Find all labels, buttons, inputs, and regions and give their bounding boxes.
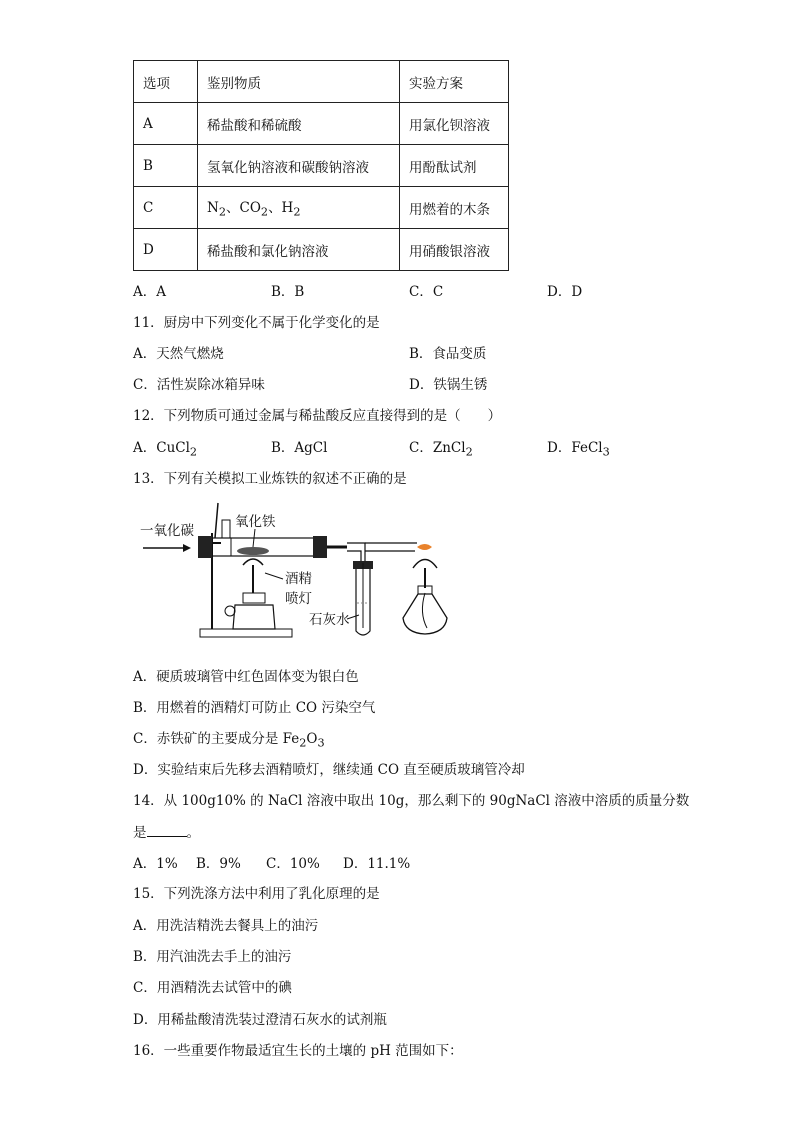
q12-option-d[interactable]: D．FeCl$_3$ — [547, 440, 610, 459]
q14-option-d[interactable]: D．11.1% — [343, 856, 411, 872]
table-header-cell: 实验方案 — [400, 61, 509, 103]
q13-option-b[interactable]: B．用燃着的酒精灯可防止 CO 污染空气 — [133, 700, 376, 716]
table-cell: 用硝酸银溶液 — [400, 229, 509, 271]
co-label: 一氧化碳 — [140, 523, 194, 539]
table-header-row — [134, 61, 509, 103]
q12-stem: 12．下列物质可通过金属与稀盐酸反应直接得到的是（ ） — [133, 408, 502, 424]
alcohol-lamp — [403, 594, 447, 634]
iron-oxide-label: 氧化铁 — [235, 514, 276, 530]
stopper-left — [198, 536, 212, 558]
iron-smelting-apparatus-figure — [135, 493, 455, 645]
alcohol-blowtorch — [233, 605, 275, 629]
q15-option-a[interactable]: A．用洗洁精洗去餐具上的油污 — [133, 918, 319, 934]
table-header-cell: 鉴别物质 — [198, 61, 400, 103]
blowtorch-label-2: 喷灯 — [285, 591, 312, 607]
iron-oxide-powder — [237, 547, 269, 555]
q14-option-a[interactable]: A．1% — [133, 856, 178, 872]
q14-option-b[interactable]: B．9% — [196, 856, 241, 872]
q14-stem-cont: 是 。 — [133, 825, 200, 841]
table-cell: B — [134, 145, 198, 187]
q15-option-c[interactable]: C．用酒精洗去试管中的碘 — [133, 980, 292, 996]
q16-stem: 16．一些重要作物最适宜生长的土壤的 pH 范围如下： — [133, 1043, 463, 1059]
q15-option-b[interactable]: B．用汽油洗去手上的油污 — [133, 949, 292, 965]
q11-option-c[interactable]: C．活性炭除冰箱异味 — [133, 377, 265, 393]
q13-option-c[interactable]: C．赤铁矿的主要成分是 $Fe_2O_3$ — [133, 731, 325, 750]
q11-stem: 11．厨房中下列变化不属于化学变化的是 — [133, 315, 380, 331]
table-cell: C — [134, 187, 198, 229]
flame-icon — [243, 559, 263, 565]
q10-option-a[interactable]: A．A — [133, 284, 166, 300]
clamp-icon — [222, 520, 230, 538]
table-cell-formula: $N_2$、$CO_2$、$H_2$ — [198, 187, 400, 229]
table-row — [134, 187, 509, 229]
q10-option-c[interactable]: C．C — [409, 284, 444, 300]
table-cell: D — [134, 229, 198, 271]
q11-option-b[interactable]: B．食品变质 — [409, 346, 487, 362]
q10-option-b[interactable]: B．B — [271, 284, 305, 300]
table-cell: 氢氧化钠溶液和碳酸钠溶液 — [198, 145, 400, 187]
q11-option-d[interactable]: D．铁锅生锈 — [409, 377, 488, 393]
outlet-tube — [347, 543, 365, 563]
q12-option-b[interactable]: B．AgCl — [271, 440, 328, 456]
q13-stem: 13．下列有关模拟工业炼铁的叙述不正确的是 — [133, 471, 407, 487]
burning-flame-icon — [417, 544, 432, 550]
q11-option-a[interactable]: A．天然气燃烧 — [133, 346, 224, 362]
q13-option-d[interactable]: D．实验结束后先移去酒精喷灯，继续通 CO 直至硬质玻璃管冷却 — [133, 762, 525, 778]
stand-base — [200, 629, 292, 637]
table-row — [134, 229, 509, 271]
q15-stem: 15．下列洗涤方法中利用了乳化原理的是 — [133, 886, 380, 902]
blowtorch-label-1: 酒精 — [285, 571, 312, 587]
answer-blank[interactable] — [147, 823, 187, 837]
comparison-table — [133, 60, 509, 271]
table-cell: A — [134, 103, 198, 145]
q10-option-d[interactable]: D．D — [547, 284, 583, 300]
stopper-right — [313, 536, 327, 558]
table-header-cell: 选项 — [134, 61, 198, 103]
q12-option-a[interactable]: A．CuCl$_2$ — [133, 440, 198, 459]
table-cell: 用酚酞试剂 — [400, 145, 509, 187]
table-cell: 用氯化钡溶液 — [400, 103, 509, 145]
table-cell: 用燃着的木条 — [400, 187, 509, 229]
table-row — [134, 103, 509, 145]
arrow-head-icon — [183, 544, 191, 552]
q15-option-d[interactable]: D．用稀盐酸清洗装过澄清石灰水的试剂瓶 — [133, 1012, 387, 1028]
q14-stem: 14．从 100g10% 的 NaCl 溶液中取出 10g，那么剩下的 90gNaCl 溶液中溶质的质量分数 — [133, 793, 690, 809]
q13-option-a[interactable]: A．硬质玻璃管中红色固体变为银白色 — [133, 669, 359, 685]
q14-option-c[interactable]: C．10% — [266, 856, 320, 872]
table-cell: 稀盐酸和氯化钠溶液 — [198, 229, 400, 271]
table-cell: 稀盐酸和稀硫酸 — [198, 103, 400, 145]
q12-option-c[interactable]: C．ZnCl$_2$ — [409, 440, 473, 459]
limewater-label: 石灰水 — [309, 612, 350, 628]
table-row — [134, 145, 509, 187]
